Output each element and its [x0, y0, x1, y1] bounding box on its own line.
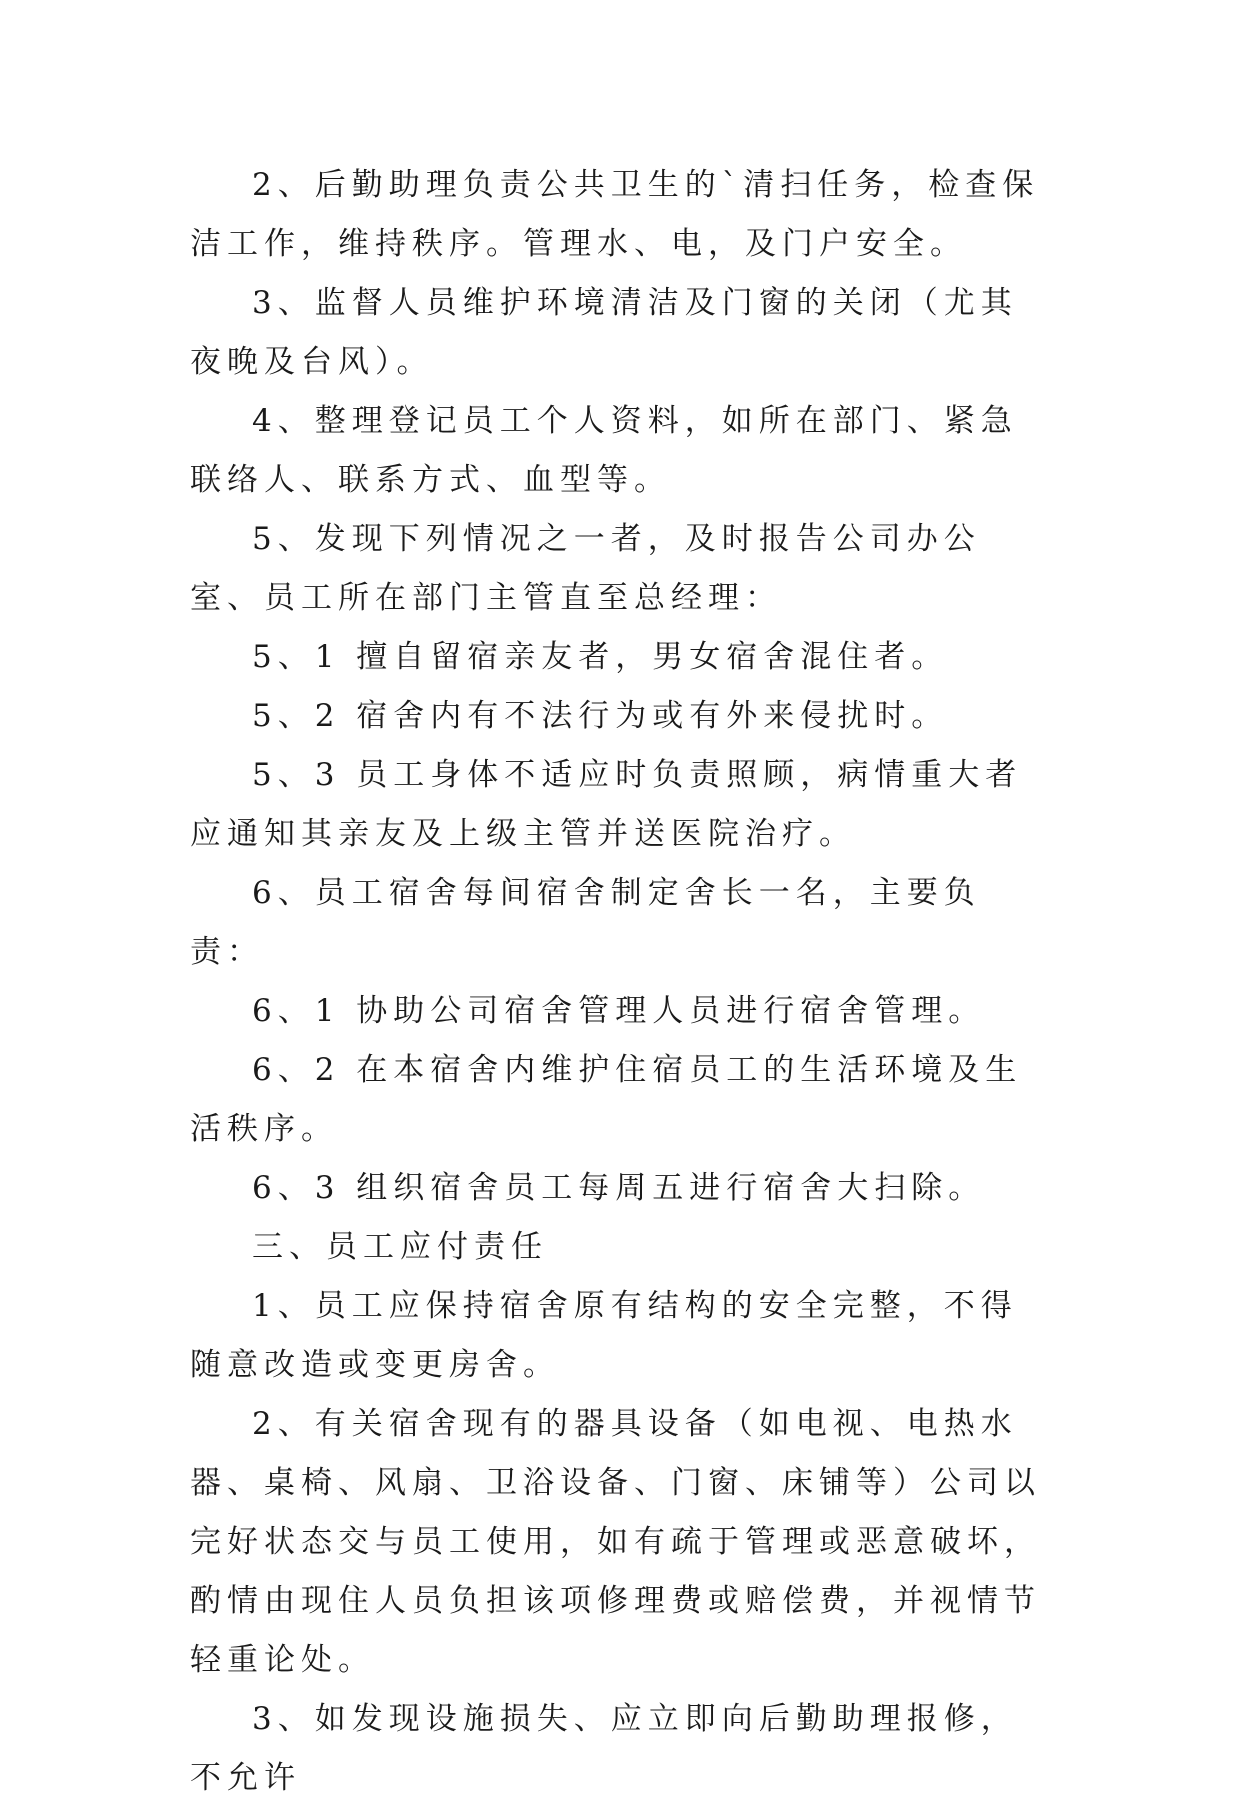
paragraph-5-reporting: 5、发现下列情况之一者，及时报告公司办公室、员工所在部门主管直至总经理：	[190, 521, 981, 616]
paragraph-6-2: 6、2 在本宿舍内维护住宿员工的生活环境及生活秩序。	[190, 1052, 1023, 1147]
paragraph-2-equipment: 2、有关宿舍现有的器具设备（如电视、电热水器、桌椅、风扇、卫浴设备、门窗、床铺等）公司以完好状态交与员工使用，如有疏于管理或恶意破坏，酌情由现住人员负担该项修理费或赔偿费，并视情节轻重论处。	[190, 1406, 1041, 1678]
paragraph-3-environment-supervision: 3、监督人员维护环境清洁及门窗的关闭（尤其夜晚及台风）。	[190, 285, 1018, 380]
paragraph-5-1: 5、1 擅自留宿亲友者，男女宿舍混住者。	[252, 639, 949, 675]
paragraph-6-3: 6、3 组织宿舍员工每周五进行宿舍大扫除。	[252, 1170, 986, 1206]
paragraph-6-dorm-leader: 6、员工宿舍每间宿舍制定舍长一名，主要负责：	[190, 875, 981, 970]
section-heading-3: 三、员工应付责任	[252, 1229, 548, 1265]
paragraph-5-2: 5、2 宿舍内有不法行为或有外来侵扰时。	[252, 698, 949, 734]
document-body	[190, 156, 1052, 1808]
paragraph-5-3: 5、3 员工身体不适应时负责照顾，病情重大者应通知其亲友及上级主管并送医院治疗。	[190, 757, 1023, 852]
paragraph-6-1: 6、1 协助公司宿舍管理人员进行宿舍管理。	[252, 993, 986, 1029]
paragraph-1-structure: 1、员工应保持宿舍原有结构的安全完整，不得随意改造或变更房舍。	[190, 1288, 1018, 1383]
paragraph-2-cleaning-duties: 2、后勤助理负责公共卫生的`清扫任务，检查保洁工作，维持秩序。管理水、电，及门户安全。	[190, 167, 1040, 262]
paragraph-4-staff-records: 4、整理登记员工个人资料，如所在部门、紧急联络人、联系方式、血型等。	[190, 403, 1018, 498]
paragraph-3-repair-report: 3、如发现设施损失、应立即向后勤助理报修，不允许	[190, 1701, 1018, 1796]
